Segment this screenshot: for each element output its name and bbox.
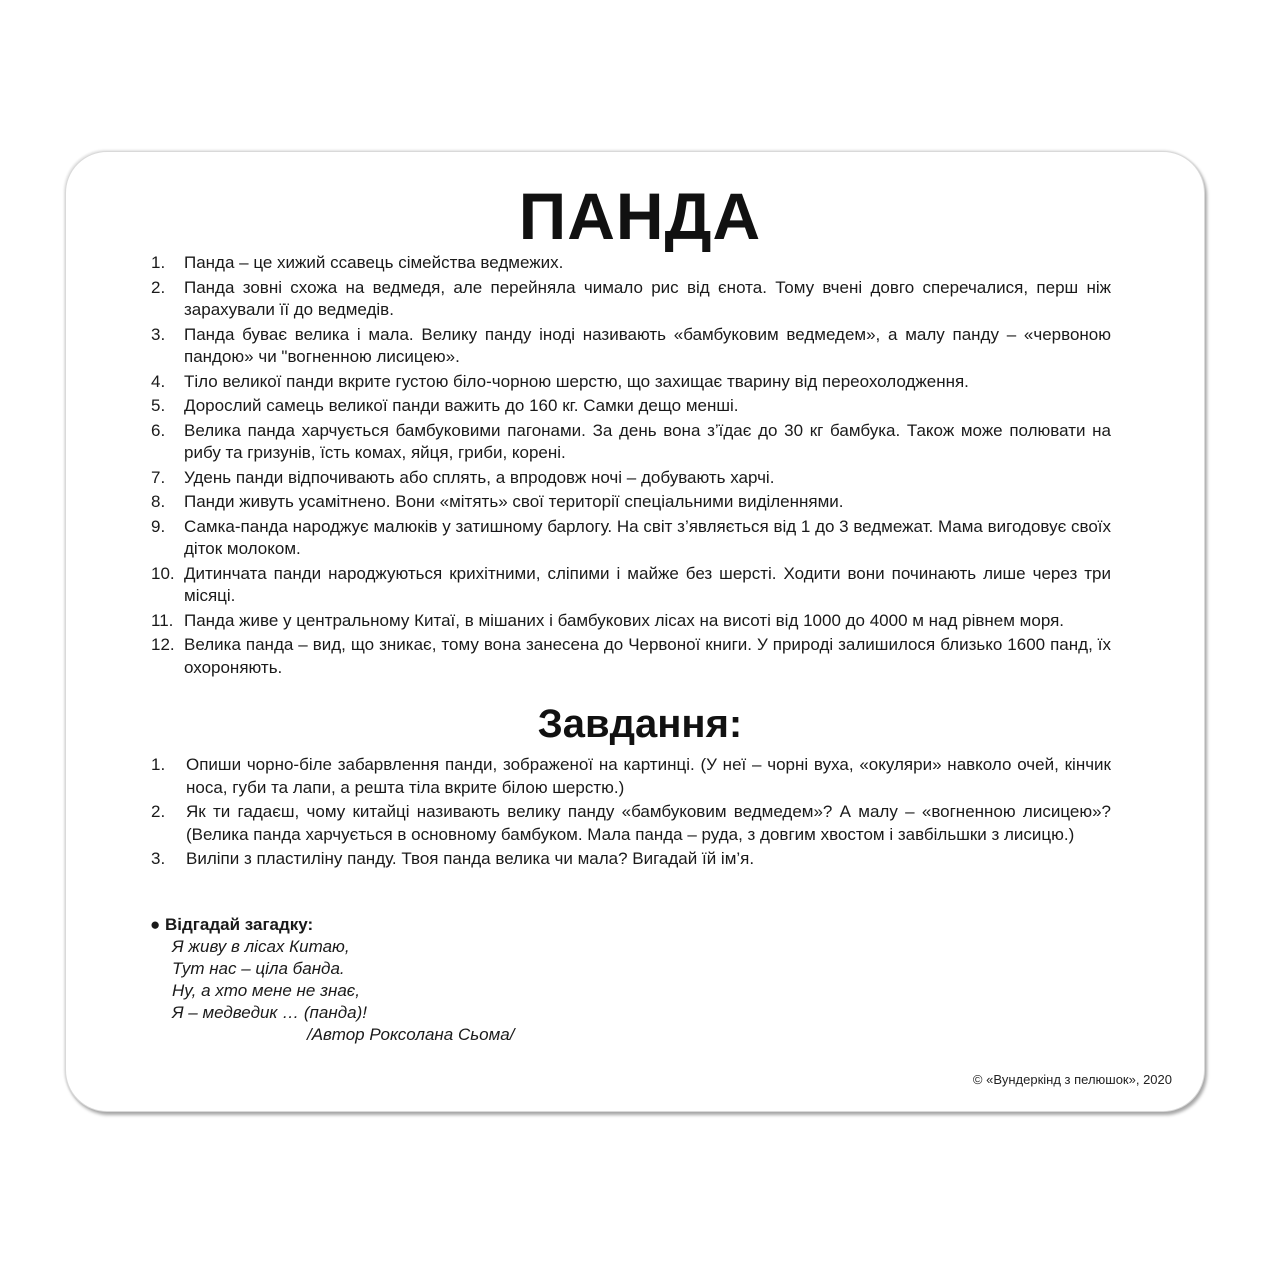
item-text: Виліпи з пластиліну панду. Твоя панда велика чи мала? Вигадай їй ім’я. bbox=[186, 849, 755, 868]
list-item bbox=[151, 277, 1111, 322]
item-number: 5. bbox=[151, 396, 166, 415]
item-text: Дитинчата панди народжуються крихітними, сліпими і майже без шерсті. Ходити вони починають лише через три місяці. bbox=[184, 563, 1111, 605]
item-text: Панда зовні схожа на ведмедя, але перейняла чимало рис від єнота. Тому вчені довго сперечалися, перш ніж зарахували її до ведмедів. bbox=[184, 277, 1111, 319]
item-text: Панда – це хижий ссавець сімейства ведмежих. bbox=[184, 253, 564, 272]
item-number: 10. bbox=[151, 563, 175, 583]
bullet-icon: ● bbox=[150, 915, 161, 934]
item-number: 3. bbox=[151, 849, 166, 868]
item-number: 2. bbox=[151, 802, 166, 821]
tasks-list bbox=[151, 754, 1111, 873]
item-text: Велика панда харчується бамбуковими пагонами. За день вона з’їдає до 30 кг бамбука. Також може полювати на рибу та гризунів, їсть комах, яйця, гриби, корені. bbox=[184, 420, 1111, 462]
list-item bbox=[151, 610, 1111, 633]
item-number: 8. bbox=[151, 492, 166, 511]
list-item bbox=[151, 420, 1111, 465]
list-item bbox=[151, 467, 1111, 490]
riddle-block bbox=[150, 914, 514, 1046]
item-number: 2. bbox=[151, 277, 166, 297]
item-text: Тіло великої панди вкрите густою біло-чорною шерстю, що захищає тварину від переохолодження. bbox=[184, 371, 969, 391]
item-number: 1. bbox=[151, 755, 166, 774]
riddle-heading bbox=[150, 914, 514, 936]
list-item bbox=[151, 371, 1111, 394]
list-item bbox=[151, 395, 1111, 418]
facts-list bbox=[151, 252, 1111, 681]
item-text: Дорослий самець великої панди важить до 160 кг. Самки дещо менші. bbox=[184, 396, 739, 415]
item-number: 1. bbox=[151, 253, 166, 272]
poem-line: Ну, а хто мене не знає, bbox=[172, 981, 360, 1000]
item-text: Панди живуть усамітнено. Вони «мітять» свої території спеціальними виділеннями. bbox=[184, 492, 844, 511]
list-item bbox=[151, 516, 1111, 561]
item-number: 9. bbox=[151, 516, 166, 536]
item-number: 4. bbox=[151, 371, 166, 391]
page-title: ПАНДА bbox=[518, 179, 762, 253]
item-number: 7. bbox=[151, 467, 166, 487]
item-text: Велика панда – вид, що зникає, тому вона занесена до Червоної книги. У природі залишилося близько 1600 панд, їх охороняють. bbox=[184, 635, 1111, 677]
list-item bbox=[151, 801, 1111, 846]
list-item bbox=[151, 252, 1111, 275]
item-number: 6. bbox=[151, 420, 166, 440]
list-item bbox=[151, 754, 1111, 799]
list-item bbox=[151, 848, 1111, 871]
item-number: 3. bbox=[151, 324, 166, 344]
list-item bbox=[151, 634, 1111, 679]
poem-line: Я – медведик … (панда)! bbox=[172, 1003, 367, 1022]
item-number: 11. bbox=[151, 610, 174, 630]
item-text: Як ти гадаєш, чому китайці називають велику панду «бамбуковим ведмедем»? А малу – «вогненною лисицею»? (Велика панда харчується в основному бамбуком. Мала панда – руда, з довгим хвостом і завбільшки з лисицю.) bbox=[186, 802, 1111, 844]
tasks-heading: Завдання: bbox=[537, 702, 743, 746]
list-item bbox=[151, 491, 1111, 514]
list-item bbox=[151, 324, 1111, 369]
copyright-text: © «Вундеркінд з пелюшок», 2020 bbox=[972, 1072, 1172, 1087]
riddle-heading-text: Відгадай загадку: bbox=[165, 915, 314, 934]
item-text: Панда живе у центральному Китаї, в мішаних і бамбукових лісах на висоті від 1000 до 4000 м над рівнем моря. bbox=[184, 610, 1065, 630]
item-number: 12. bbox=[151, 635, 175, 654]
poem-line: Я живу в лісах Китаю, bbox=[172, 937, 350, 956]
item-text: Опиши чорно-біле забарвлення панди, зображеної на картинці. (У неї – чорні вуха, «окуляри» навколо очей, кінчик носа, губи та лапи, а решта тіла вкрите білою шерстю.) bbox=[186, 755, 1111, 797]
item-text: Самка-панда народжує малюків у затишному барлогу. На світ з’являється від 1 до 3 ведмежат. Мама вигодовує своїх діток молоком. bbox=[184, 516, 1111, 558]
item-text: Панда буває велика і мала. Велику панду іноді називають «бамбуковим ведмедем», а малу панду – «червоною пандою» чи "вогненною лисицею». bbox=[184, 324, 1111, 366]
poem-line: Тут нас – ціла банда. bbox=[172, 959, 345, 978]
item-text: Удень панди відпочивають або сплять, а впродовж ночі – добувають харчі. bbox=[184, 467, 775, 487]
list-item bbox=[151, 563, 1111, 608]
riddle-poem bbox=[150, 936, 514, 1046]
poem-author: /Автор Роксолана Сьома/ bbox=[307, 1025, 515, 1044]
